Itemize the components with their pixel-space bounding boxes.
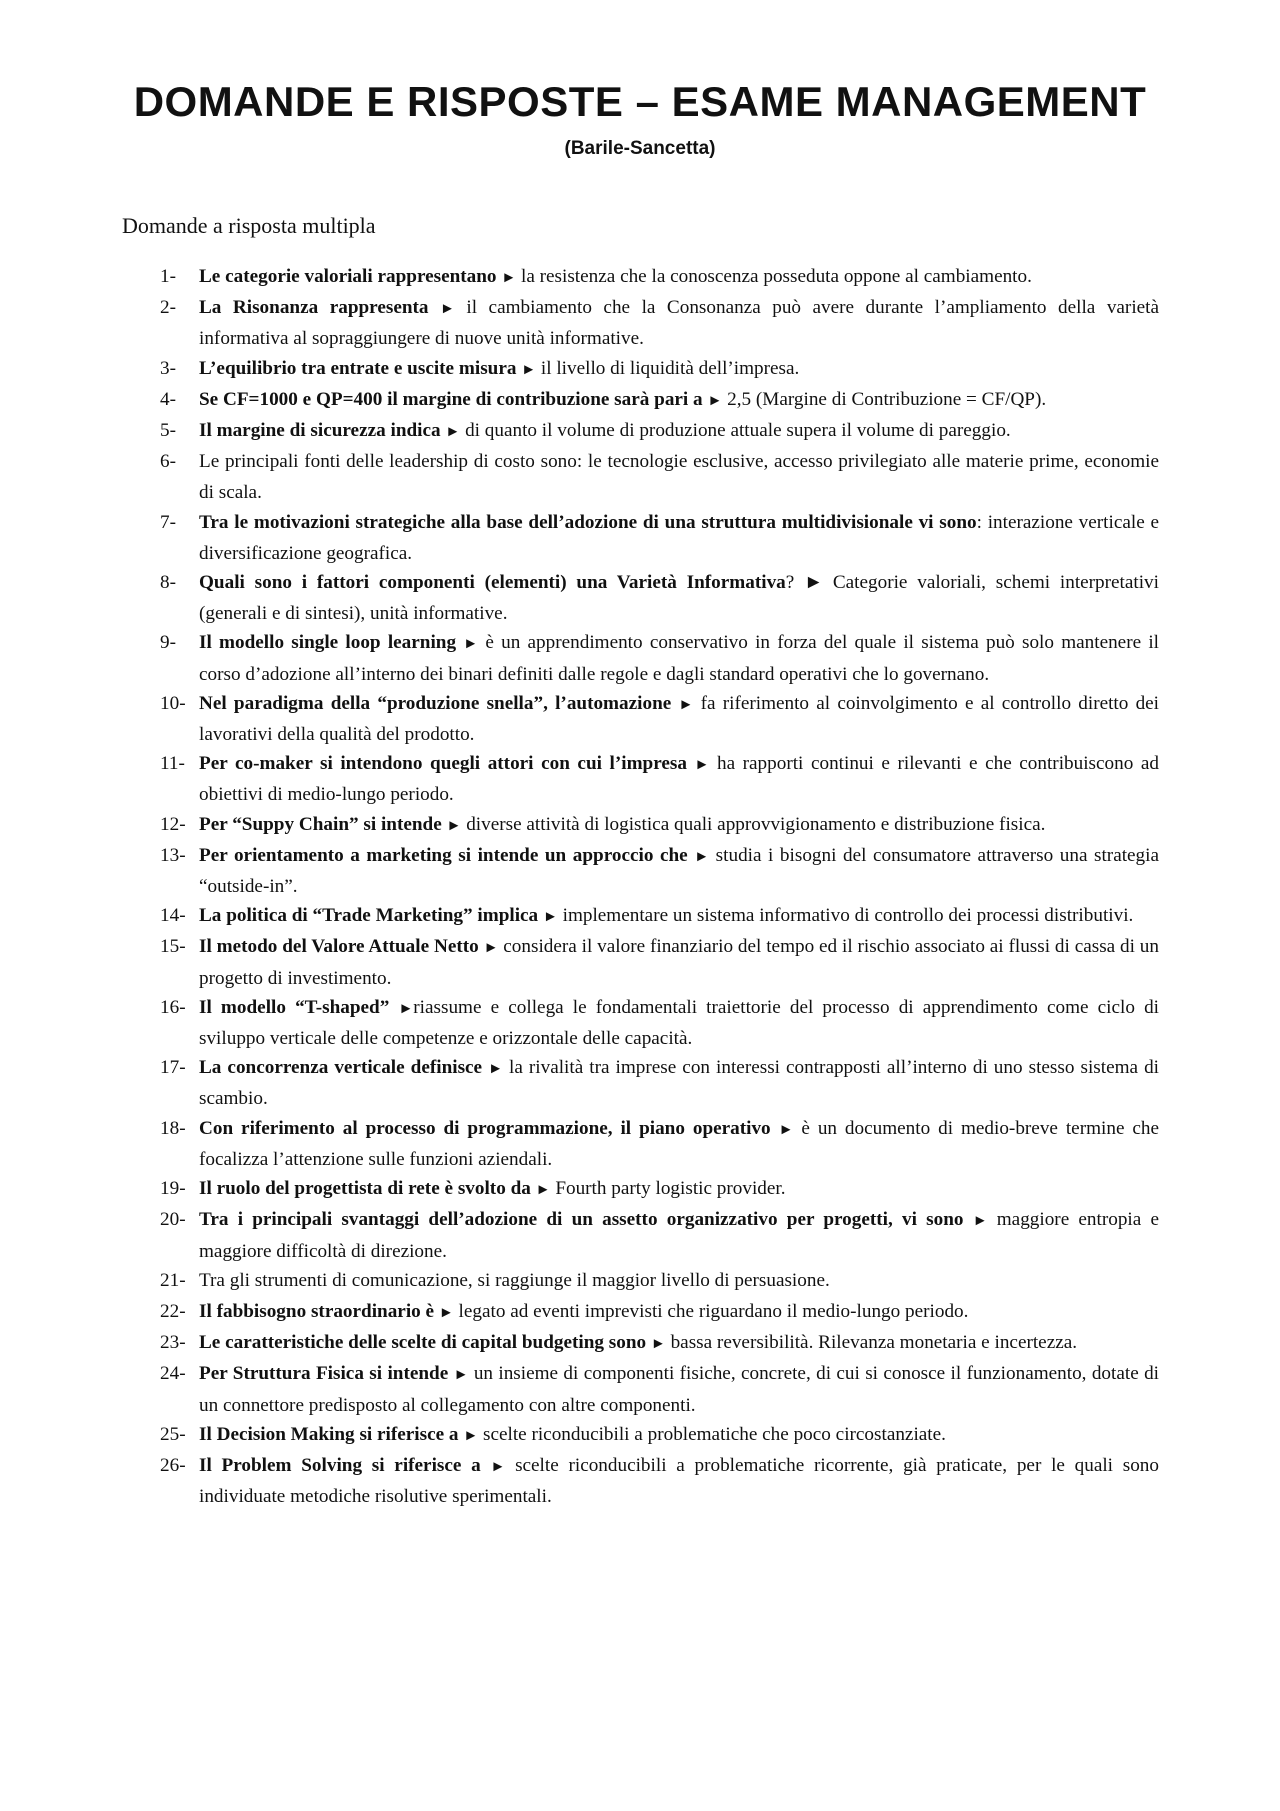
arrow-right-icon: ► <box>650 1336 666 1353</box>
list-item <box>0 293 1280 353</box>
question-text: Le categorie valoriali rappresentano <box>199 266 497 287</box>
question-list <box>0 262 1280 1511</box>
question-text: Il Problem Solving si riferisce a <box>199 1454 481 1476</box>
answer-text: ? ► Categorie valoriali, schemi interpretativi (generali e di sintesi), unità informative. <box>199 572 1159 625</box>
answer-text: bassa reversibilità. Rilevanza monetaria e incertezza. <box>665 1332 1078 1354</box>
answer-text: il livello di liquidità dell’impresa. <box>536 357 800 379</box>
question-text: Il ruolo del progettista di rete è svolto da <box>199 1178 531 1200</box>
list-item <box>0 447 1280 507</box>
question-text: La Risonanza rappresenta <box>199 297 429 319</box>
question-text: Tra le motivazioni strategiche alla base dell’adozione di una struttura multidivisionale vi sono <box>199 511 977 533</box>
arrow-right-icon: ► <box>778 1121 794 1138</box>
item-number: 6- <box>160 451 176 473</box>
list-item <box>0 1266 1280 1297</box>
question-text: Il modello single loop learning <box>199 632 457 654</box>
arrow-right-icon: ► <box>440 301 455 318</box>
list-item <box>0 508 1280 568</box>
item-number: 21- <box>160 1269 186 1291</box>
answer-text: studia i bisogni del consumatore attraverso una strategia “outside-in”. <box>199 844 1159 898</box>
section-heading: Domande a risposta multipla <box>122 213 376 238</box>
answer-text: diverse attività di logistica quali approvvigionamento e distribuzione fisica. <box>461 813 1046 835</box>
arrow-right-icon: ► <box>694 757 710 774</box>
item-number: 18- <box>160 1117 186 1139</box>
answer-text: fa riferimento al coinvolgimento e al controllo diretto dei lavorativi della qualità del prodotto. <box>199 692 1160 746</box>
answer-text: un insieme di componenti fisiche, concrete, di cui si conosce il funzionamento, dotate di un connettore predisposto al collegamento con altre componenti. <box>199 1363 1160 1416</box>
arrow-right-icon: ► <box>972 1213 988 1230</box>
list-item <box>0 749 1280 809</box>
answer-text: riassume e collega le fondamentali traiettorie del processo di apprendimento come ciclo di sviluppo verticale delle competenze e orizzontale delle capacità. <box>199 996 1160 1050</box>
answer-text: maggiore entropia e maggiore difficoltà di direzione. <box>199 1209 1160 1262</box>
arrow-right-icon: ► <box>438 1304 454 1321</box>
list-item <box>0 689 1280 749</box>
question-text: Per “Suppy Chain” si intende <box>199 813 442 835</box>
answer-text: legato ad eventi imprevisti che riguardano il medio-lungo periodo. <box>453 1300 969 1322</box>
question-text: La politica di “Trade Marketing” implica <box>199 905 539 927</box>
item-number: 25- <box>160 1423 186 1445</box>
answer-text: il cambiamento che la Consonanza può avere durante l’ampliamento della varietà informativa al sopraggiungere di nuove unità informative. <box>199 297 1160 350</box>
arrow-right-icon: ► <box>398 1000 414 1017</box>
arrow-right-icon: ► <box>501 270 517 286</box>
arrow-right-icon: ► <box>446 817 462 834</box>
item-number: 10- <box>160 692 186 714</box>
list-item <box>0 1174 1280 1205</box>
document-title: DOMANDE E RISPOSTE – ESAME MANAGEMENT <box>133 78 1147 125</box>
arrow-right-icon: ► <box>445 424 461 441</box>
list-item <box>0 901 1280 932</box>
answer-text: : interazione verticale e diversificazione geografica. <box>199 511 1159 564</box>
list-item <box>0 1451 1280 1511</box>
answer-text: la rivalità tra imprese con interessi contrapposti all’interno di uno stesso sistema di scambio. <box>199 1057 1160 1110</box>
answer-text: Fourth party logistic provider. <box>550 1178 786 1200</box>
question-text: Se CF=1000 e QP=400 il margine di contribuzione sarà pari a <box>199 388 703 410</box>
answer-text: implementare un sistema informativo di controllo dei processi distributivi. <box>557 905 1134 927</box>
list-item <box>0 993 1280 1053</box>
item-number: 1- <box>160 266 176 287</box>
item-number: 17- <box>160 1057 186 1079</box>
question-text: Con riferimento al processo di programmazione, il piano operativo <box>199 1117 771 1139</box>
arrow-right-icon: ► <box>542 909 558 926</box>
item-number: 22- <box>160 1300 186 1322</box>
question-text: Il margine di sicurezza indica <box>199 420 441 442</box>
list-item <box>0 1053 1280 1113</box>
answer-text: è un documento di medio-breve termine che focalizza l’attenzione sulle funzioni aziendali. <box>199 1117 1160 1170</box>
list-item <box>0 1297 1280 1328</box>
list-item <box>0 262 1280 293</box>
answer-text: la resistenza che la conoscenza posseduta oppone al cambiamento. <box>516 266 1032 287</box>
item-number: 26- <box>160 1454 186 1476</box>
question-text: Il modello “T-shaped” <box>199 996 390 1018</box>
list-item <box>0 1205 1280 1265</box>
arrow-right-icon: ► <box>535 1182 551 1199</box>
document-subtitle: (Barile-Sancetta) <box>564 138 716 159</box>
question-text: La concorrenza verticale definisce <box>199 1057 483 1079</box>
question-text: L’equilibrio tra entrate e uscite misura <box>199 357 517 379</box>
item-number: 12- <box>160 813 186 835</box>
list-item <box>0 1328 1280 1359</box>
arrow-right-icon: ► <box>463 1427 479 1444</box>
item-number: 13- <box>160 844 186 866</box>
arrow-right-icon: ► <box>521 361 537 378</box>
answer-text: scelte riconducibili a problematiche che poco circostanziate. <box>478 1423 946 1445</box>
item-number: 14- <box>160 905 186 927</box>
item-number: 8- <box>160 572 176 594</box>
item-number: 16- <box>160 996 186 1018</box>
item-number: 19- <box>160 1178 186 1200</box>
item-number: 3- <box>160 357 176 379</box>
item-number: 2- <box>160 297 176 319</box>
item-number: 5- <box>160 420 176 442</box>
question-text: Per co-maker si intendono quegli attori con cui l’impresa <box>199 753 687 775</box>
list-item <box>0 354 1280 385</box>
answer-text: Le principali fonti delle leadership di costo sono: le tecnologie esclusive, accesso privilegiato alle materie prime, economie di scala. <box>199 451 1159 504</box>
item-number: 4- <box>160 388 176 410</box>
list-item <box>0 810 1280 841</box>
list-item <box>0 1359 1280 1419</box>
arrow-right-icon: ► <box>678 696 694 713</box>
answer-text: 2,5 (Margine di Contribuzione = CF/QP). <box>722 388 1047 410</box>
item-number: 20- <box>160 1209 186 1231</box>
answer-text: scelte riconducibili a problematiche ricorrente, già praticate, per le quali sono individuate metodiche risolutive sperimentali. <box>199 1454 1159 1508</box>
list-item <box>0 1420 1280 1451</box>
item-number: 23- <box>160 1332 186 1354</box>
arrow-right-icon: ► <box>694 848 710 865</box>
item-number: 7- <box>160 511 176 533</box>
question-text: Nel paradigma della “produzione snella”, l’automazione <box>199 692 672 714</box>
list-item <box>0 385 1280 416</box>
answer-text: è un apprendimento conservativo in forza del quale il sistema può solo mantenere il corso d’adozione all’interno dei binari definiti dalle regole e dagli standard operativi che lo governano. <box>199 632 1159 685</box>
list-item <box>0 1114 1280 1174</box>
list-item <box>0 628 1280 688</box>
answer-text: di quanto il volume di produzione attuale supera il volume di pareggio. <box>460 420 1011 442</box>
arrow-right-icon: ► <box>490 1458 506 1475</box>
item-number: 9- <box>160 632 176 654</box>
answer-text: considera il valore finanziario del tempo ed il rischio associato ai flussi di cassa di un progetto di investimento. <box>199 936 1159 989</box>
question-text: Le caratteristiche delle scelte di capital budgeting sono <box>199 1332 647 1354</box>
item-number: 15- <box>160 936 186 958</box>
list-item <box>0 841 1280 901</box>
list-item <box>0 568 1280 628</box>
arrow-right-icon: ► <box>463 636 479 653</box>
arrow-right-icon: ► <box>488 1061 503 1078</box>
list-item <box>0 416 1280 447</box>
answer-text: Tra gli strumenti di comunicazione, si raggiunge il maggior livello di persuasione. <box>199 1269 830 1291</box>
arrow-right-icon: ► <box>453 1367 469 1384</box>
question-text: Tra i principali svantaggi dell’adozione di un assetto organizzativo per progetti, vi sono <box>199 1209 964 1231</box>
question-text: Il fabbisogno straordinario è <box>199 1300 435 1322</box>
question-text: Per orientamento a marketing si intende un approccio che <box>199 844 688 866</box>
question-text: Quali sono i fattori componenti (elementi) una Varietà Informativa <box>199 572 786 594</box>
question-text: Il Decision Making si riferisce a <box>199 1423 459 1445</box>
arrow-right-icon: ► <box>707 392 723 409</box>
question-text: Il metodo del Valore Attuale Netto <box>199 936 479 958</box>
item-number: 11- <box>160 753 185 775</box>
question-text: Per Struttura Fisica si intende <box>199 1363 449 1385</box>
list-item <box>0 932 1280 992</box>
arrow-right-icon: ► <box>483 940 499 957</box>
item-number: 24- <box>160 1363 186 1385</box>
answer-text: ha rapporti continui e rilevanti e che contribuiscono ad obiettivi di medio-lungo periodo. <box>199 753 1159 806</box>
